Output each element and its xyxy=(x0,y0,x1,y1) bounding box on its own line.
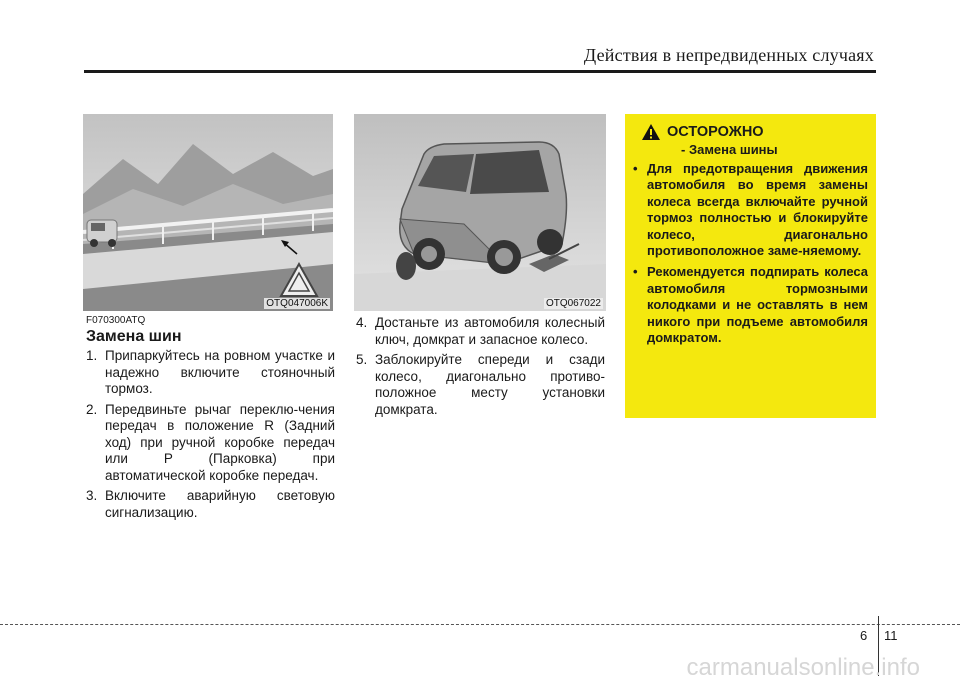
watermark: carmanualsonline.info xyxy=(686,654,920,681)
list-item: 1. Припаркуйтесь на ровном участке и надежно включите стояночный тормоз. xyxy=(86,348,335,396)
figure-road-scene xyxy=(83,114,333,311)
list-item: 2. Передвиньте рычаг переклю-чения передач в положение R (Задний ход) при ручной коробке передач или P (Парковка) при автоматической коробке передач. xyxy=(86,401,335,483)
chapter-number: 6 xyxy=(860,628,868,643)
figure-label: OTQ067022 xyxy=(545,298,601,309)
warning-triangle-icon xyxy=(641,123,661,141)
section-title: Действия в непредвиденных случаях xyxy=(583,45,874,65)
header-rule xyxy=(84,70,876,73)
warning-box xyxy=(625,114,876,418)
warning-list xyxy=(633,161,868,351)
list-item: 4. Достаньте из автомобиля колесный ключ, домкрат и запасное колесо. xyxy=(356,315,605,347)
warning-title: ОСТОРОЖНО xyxy=(667,124,764,140)
warning-subtitle: - Замена шины xyxy=(681,142,778,157)
list-item: 5. Заблокируйте спереди и сзади колесо, диагонально противо-положное месту установки домкрата. xyxy=(356,352,605,417)
steps-list-middle xyxy=(356,315,605,422)
figure-van-jack xyxy=(354,114,606,311)
steps-list-left xyxy=(86,348,335,525)
section-code: F070300ATQ xyxy=(86,315,146,326)
warning-item: • Для предотвращения движения автомобиля во время замены колеса всегда включайте ручной тормоз полностью и блокируйте колесо, диагонально противоположное заме-няемому. xyxy=(633,161,868,259)
figure-label: OTQ047006K xyxy=(266,298,328,309)
warning-item: • Рекомендуется подпирать колеса автомобиля тормозными колодками и не оставлять в нем никого при подъеме автомобиля домкратом. xyxy=(633,264,868,346)
footer-rule xyxy=(0,624,960,625)
section-heading: Замена шин xyxy=(86,328,182,345)
list-item: 3. Включите аварийную световую сигнализацию. xyxy=(86,488,335,520)
page-number: 11 xyxy=(884,628,898,643)
